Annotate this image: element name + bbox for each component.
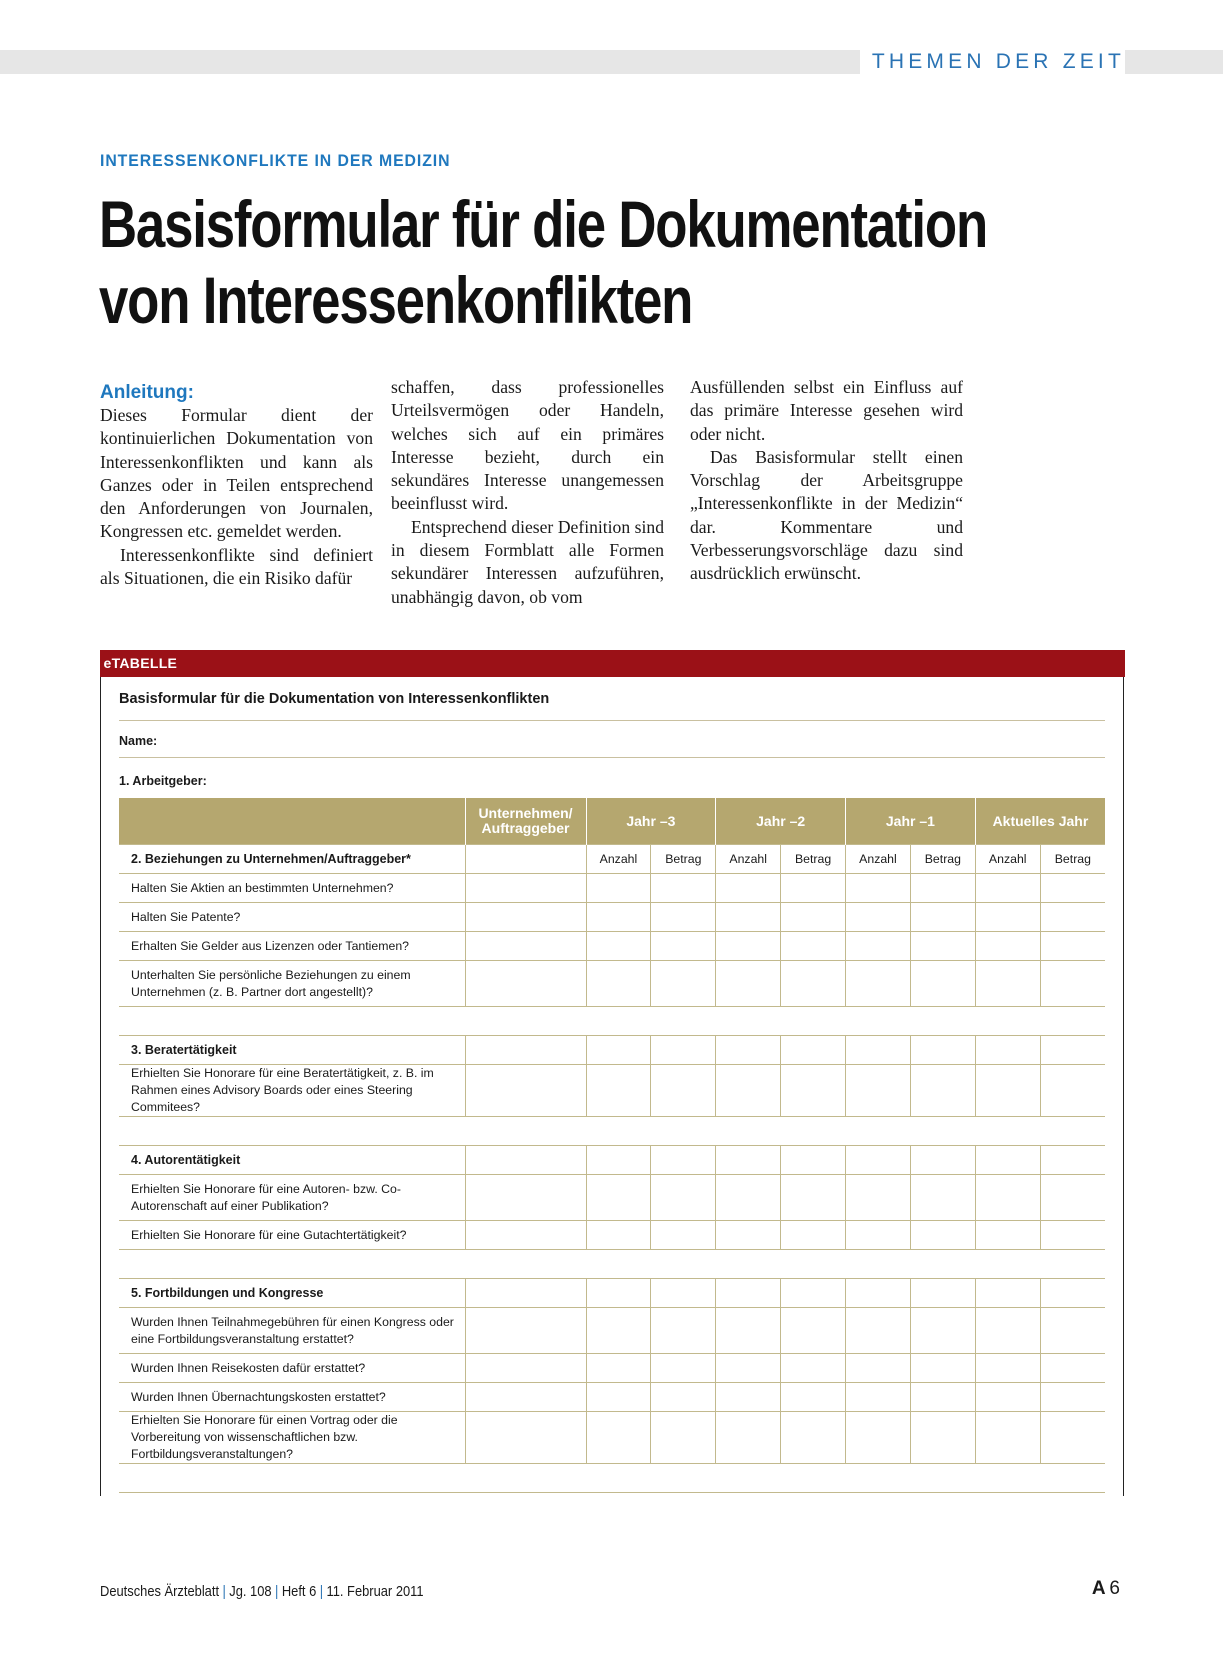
input-cell[interactable] xyxy=(465,1279,586,1308)
table-row xyxy=(119,1412,1105,1464)
disclosure-grid xyxy=(119,798,1105,1493)
input-cell[interactable] xyxy=(910,1146,975,1175)
question-text: Erhielten Sie Honorare für einen Vortrag oder die Vorbereitung von wissenschaftlichen bzw. Fortbildungsveranstaltungen? xyxy=(119,1412,465,1464)
volume: Jg. 108 xyxy=(229,1583,272,1600)
section-title: 5. Fortbildungen und Kongresse xyxy=(119,1279,465,1308)
input-cell[interactable] xyxy=(910,1354,975,1383)
table-row xyxy=(119,845,1105,874)
page-number xyxy=(1092,1578,1120,1600)
input-cell[interactable] xyxy=(910,1383,975,1412)
input-cell[interactable] xyxy=(716,1065,781,1117)
input-cell[interactable] xyxy=(1040,1146,1105,1175)
intro-column-1 xyxy=(100,383,373,590)
input-cell[interactable] xyxy=(781,1065,846,1117)
intro-paragraph: schaffen, dass professionelles Urteilsvermögen oder Handeln, welches sich auf ein primäres Interesse bezieht, durch ein sekundäres Interesse unangemessen beeinflusst wird. xyxy=(391,377,664,514)
input-cell[interactable] xyxy=(910,1065,975,1117)
input-cell[interactable] xyxy=(651,1221,716,1250)
input-cell[interactable] xyxy=(781,1175,846,1221)
input-cell[interactable] xyxy=(846,1175,911,1221)
input-cell[interactable] xyxy=(465,1221,586,1250)
input-cell[interactable] xyxy=(651,1383,716,1412)
input-cell[interactable] xyxy=(1040,932,1105,961)
input-cell[interactable] xyxy=(781,874,846,903)
input-cell[interactable] xyxy=(1040,1354,1105,1383)
input-cell[interactable] xyxy=(586,1175,651,1221)
page-number-value: 6 xyxy=(1109,1578,1120,1599)
input-cell[interactable] xyxy=(586,1065,651,1117)
header-year: Jahr –3 xyxy=(586,798,716,845)
intro-paragraph: Ausfüllenden selbst ein Einfluss auf das primäre Interesse gesehen wird oder nicht. xyxy=(690,377,963,444)
table-row xyxy=(119,1279,1105,1308)
input-cell[interactable] xyxy=(975,1146,1040,1175)
input-cell[interactable] xyxy=(975,932,1040,961)
header-year: Jahr –2 xyxy=(716,798,846,845)
section-label: THEMEN DER ZEIT xyxy=(860,49,1125,75)
name-label: Name: xyxy=(119,734,158,748)
input-cell[interactable] xyxy=(586,1221,651,1250)
question-text: Wurden Ihnen Teilnahmegebühren für einen Kongress oder eine Fortbildungsveranstaltung erstattet? xyxy=(119,1308,465,1354)
spacer-cell xyxy=(119,1464,1105,1493)
input-cell[interactable] xyxy=(846,1036,911,1065)
intro-column-3 xyxy=(690,376,963,586)
input-cell[interactable] xyxy=(586,961,651,1007)
input-cell[interactable] xyxy=(781,961,846,1007)
header-company: Unternehmen/ Auftraggeber xyxy=(465,798,586,845)
input-cell[interactable] xyxy=(716,903,781,932)
input-cell[interactable] xyxy=(846,1279,911,1308)
input-cell[interactable] xyxy=(651,1036,716,1065)
input-cell[interactable] xyxy=(586,1383,651,1412)
spacer-cell xyxy=(119,1007,1105,1036)
intro-paragraph: Entsprechend dieser Definition sind in diesem Formblatt alle Formen sekundärer Interessen aufzuführen, unabhängig davon, ob vom xyxy=(391,516,664,607)
input-cell[interactable] xyxy=(975,1175,1040,1221)
input-cell[interactable] xyxy=(910,874,975,903)
input-cell[interactable] xyxy=(586,1146,651,1175)
input-cell[interactable] xyxy=(716,1221,781,1250)
input-cell[interactable] xyxy=(1040,961,1105,1007)
input-cell[interactable] xyxy=(651,1308,716,1354)
table-header-row xyxy=(119,798,1105,845)
input-cell[interactable] xyxy=(781,1146,846,1175)
input-cell[interactable] xyxy=(716,1279,781,1308)
question-text: Halten Sie Patente? xyxy=(119,903,465,932)
intro-heading: Anleitung: xyxy=(100,382,194,403)
question-text: Erhielten Sie Honorare für eine Autoren- bzw. Co-Autorenschaft auf einer Publikation? xyxy=(119,1175,465,1221)
separator: | xyxy=(275,1583,279,1600)
input-cell[interactable] xyxy=(781,1221,846,1250)
header-blank xyxy=(119,798,465,845)
input-cell[interactable] xyxy=(465,1146,586,1175)
intro-paragraph: Dieses Formular dient der kontinuierlichen Dokumentation von Interessenkonflikten und kann als Ganzes oder in Teilen entsprechend den Anforderungen von Journalen, Kongressen etc. gemeldet werden. xyxy=(100,405,373,542)
table-spacer xyxy=(119,1117,1105,1146)
journal-name: Deutsches Ärzteblatt xyxy=(100,1583,220,1600)
input-cell[interactable] xyxy=(975,903,1040,932)
table-row xyxy=(119,1221,1105,1250)
separator: | xyxy=(319,1583,324,1600)
input-cell[interactable] xyxy=(975,961,1040,1007)
input-cell[interactable] xyxy=(1040,1065,1105,1117)
input-cell[interactable] xyxy=(651,1146,716,1175)
input-cell[interactable] xyxy=(651,874,716,903)
issue-date: 11. Februar 2011 xyxy=(326,1583,424,1600)
intro-paragraph: Das Basisformular stellt einen Vorschlag der Arbeitsgruppe „Interessenkonflikte in der Medizin“ dar. Kommentare und Verbesserungsvorschläge dazu sind ausdrücklich erwünscht. xyxy=(690,446,963,584)
footer-citation xyxy=(100,1583,424,1600)
input-cell[interactable] xyxy=(910,903,975,932)
input-cell[interactable] xyxy=(586,1308,651,1354)
page-prefix: A xyxy=(1091,1578,1106,1599)
input-cell[interactable] xyxy=(651,1175,716,1221)
input-cell[interactable] xyxy=(716,1175,781,1221)
subheader-amount: Betrag xyxy=(781,845,846,874)
title-line-2: von Interessenkonflikten xyxy=(99,263,693,337)
input-cell[interactable] xyxy=(975,1354,1040,1383)
input-cell[interactable] xyxy=(651,1354,716,1383)
spacer-cell xyxy=(119,1250,1105,1279)
input-cell[interactable] xyxy=(846,1383,911,1412)
input-cell[interactable] xyxy=(975,1308,1040,1354)
input-cell[interactable] xyxy=(781,1036,846,1065)
question-text: Halten Sie Aktien an bestimmten Unternehmen? xyxy=(119,874,465,903)
input-cell[interactable] xyxy=(910,1221,975,1250)
article-kicker: INTERESSENKONFLIKTE IN DER MEDIZIN xyxy=(100,151,451,170)
subheader-amount: Betrag xyxy=(1040,845,1105,874)
input-cell[interactable] xyxy=(465,903,586,932)
input-cell[interactable] xyxy=(1040,1175,1105,1221)
input-cell[interactable] xyxy=(781,1279,846,1308)
intro-paragraph: Interessenkonflikte sind definiert als Situationen, die ein Risiko dafür xyxy=(100,544,373,589)
spacer-cell xyxy=(119,1117,1105,1146)
table-row xyxy=(119,1354,1105,1383)
form-title: Basisformular für die Dokumentation von Interessenkonflikten xyxy=(119,688,1105,721)
input-cell[interactable] xyxy=(781,1354,846,1383)
input-cell[interactable] xyxy=(465,1308,586,1354)
table-row xyxy=(119,1383,1105,1412)
input-cell[interactable] xyxy=(586,1354,651,1383)
input-cell[interactable] xyxy=(846,1412,911,1464)
subheader-amount: Betrag xyxy=(910,845,975,874)
input-cell[interactable] xyxy=(781,1412,846,1464)
input-cell[interactable] xyxy=(781,1308,846,1354)
input-cell[interactable] xyxy=(465,1412,586,1464)
input-cell[interactable] xyxy=(910,961,975,1007)
input-cell[interactable] xyxy=(465,1036,586,1065)
input-cell[interactable] xyxy=(1040,1036,1105,1065)
subheader-count: Anzahl xyxy=(975,845,1040,874)
input-cell[interactable] xyxy=(716,1146,781,1175)
input-cell[interactable] xyxy=(975,1221,1040,1250)
title-line-1: Basisformular für die Dokumentation xyxy=(99,187,988,261)
input-cell[interactable] xyxy=(910,932,975,961)
input-cell[interactable] xyxy=(1040,1221,1105,1250)
input-cell[interactable] xyxy=(910,1279,975,1308)
input-cell[interactable] xyxy=(1040,1279,1105,1308)
table-row xyxy=(119,961,1105,1007)
input-cell[interactable] xyxy=(716,932,781,961)
input-cell[interactable] xyxy=(716,1308,781,1354)
separator: | xyxy=(222,1583,226,1600)
section-title: 2. Beziehungen zu Unternehmen/Auftraggeber* xyxy=(119,845,465,874)
intro-column-2 xyxy=(391,376,664,609)
table-spacer xyxy=(119,1007,1105,1036)
input-cell[interactable] xyxy=(846,1065,911,1117)
question-text: Wurden Ihnen Reisekosten dafür erstattet? xyxy=(119,1354,465,1383)
input-cell[interactable] xyxy=(975,1279,1040,1308)
input-cell[interactable] xyxy=(975,874,1040,903)
table-row xyxy=(119,1065,1105,1117)
input-cell[interactable] xyxy=(716,1412,781,1464)
name-row xyxy=(119,721,1105,758)
subheader-count: Anzahl xyxy=(586,845,651,874)
input-cell[interactable] xyxy=(465,932,586,961)
input-cell[interactable] xyxy=(1040,1308,1105,1354)
input-cell[interactable] xyxy=(586,932,651,961)
employer-label: 1. Arbeitgeber: xyxy=(119,774,207,788)
table-row xyxy=(119,1175,1105,1221)
header-year: Jahr –1 xyxy=(846,798,976,845)
input-cell[interactable] xyxy=(465,1065,586,1117)
input-cell[interactable] xyxy=(1040,1412,1105,1464)
table-spacer xyxy=(119,1464,1105,1493)
table-row xyxy=(119,1146,1105,1175)
input-cell[interactable] xyxy=(846,1221,911,1250)
section-title: 3. Beratertätigkeit xyxy=(119,1036,465,1065)
input-cell[interactable] xyxy=(465,845,586,874)
etable-header: eTABELLE xyxy=(100,650,1125,677)
issue: Heft 6 xyxy=(281,1583,317,1600)
input-cell[interactable] xyxy=(465,1354,586,1383)
table-row xyxy=(119,1036,1105,1065)
input-cell[interactable] xyxy=(846,932,911,961)
table-spacer xyxy=(119,1250,1105,1279)
input-cell[interactable] xyxy=(846,961,911,1007)
input-cell[interactable] xyxy=(465,1175,586,1221)
input-cell[interactable] xyxy=(586,1036,651,1065)
input-cell[interactable] xyxy=(651,1412,716,1464)
input-cell[interactable] xyxy=(651,1065,716,1117)
input-cell[interactable] xyxy=(846,903,911,932)
input-cell[interactable] xyxy=(586,903,651,932)
input-cell[interactable] xyxy=(910,1412,975,1464)
input-cell[interactable] xyxy=(586,1279,651,1308)
input-cell[interactable] xyxy=(586,874,651,903)
input-cell[interactable] xyxy=(1040,874,1105,903)
subheader-count: Anzahl xyxy=(846,845,911,874)
table-row xyxy=(119,932,1105,961)
input-cell[interactable] xyxy=(846,1308,911,1354)
input-cell[interactable] xyxy=(846,874,911,903)
input-cell[interactable] xyxy=(716,961,781,1007)
section-title: 4. Autorentätigkeit xyxy=(119,1146,465,1175)
input-cell[interactable] xyxy=(781,932,846,961)
input-cell[interactable] xyxy=(651,961,716,1007)
input-cell[interactable] xyxy=(716,874,781,903)
input-cell[interactable] xyxy=(465,961,586,1007)
input-cell[interactable] xyxy=(586,1412,651,1464)
input-cell[interactable] xyxy=(716,1036,781,1065)
question-text: Wurden Ihnen Übernachtungskosten erstattet? xyxy=(119,1383,465,1412)
input-cell[interactable] xyxy=(975,1412,1040,1464)
input-cell[interactable] xyxy=(975,1036,1040,1065)
question-text: Erhalten Sie Gelder aus Lizenzen oder Tantiemen? xyxy=(119,932,465,961)
input-cell[interactable] xyxy=(465,1383,586,1412)
input-cell[interactable] xyxy=(975,1065,1040,1117)
input-cell[interactable] xyxy=(781,903,846,932)
input-cell[interactable] xyxy=(910,1175,975,1221)
table-row xyxy=(119,903,1105,932)
subheader-amount: Betrag xyxy=(651,845,716,874)
input-cell[interactable] xyxy=(651,932,716,961)
input-cell[interactable] xyxy=(910,1036,975,1065)
input-cell[interactable] xyxy=(716,1383,781,1412)
input-cell[interactable] xyxy=(1040,1383,1105,1412)
etable-box xyxy=(100,650,1124,1496)
article-title xyxy=(99,186,988,338)
header-year: Aktuelles Jahr xyxy=(975,798,1105,845)
input-cell[interactable] xyxy=(910,1308,975,1354)
subheader-count: Anzahl xyxy=(716,845,781,874)
input-cell[interactable] xyxy=(846,1354,911,1383)
input-cell[interactable] xyxy=(1040,903,1105,932)
input-cell[interactable] xyxy=(781,1383,846,1412)
question-text: Unterhalten Sie persönliche Beziehungen zu einem Unternehmen (z. B. Partner dort angestellt)? xyxy=(119,961,465,1007)
question-text: Erhielten Sie Honorare für eine Beratertätigkeit, z. B. im Rahmen eines Advisory Boards oder eines Steering Commitees? xyxy=(119,1065,465,1117)
table-row xyxy=(119,874,1105,903)
input-cell[interactable] xyxy=(846,1146,911,1175)
input-cell[interactable] xyxy=(651,1279,716,1308)
table-row xyxy=(119,1308,1105,1354)
input-cell[interactable] xyxy=(651,903,716,932)
input-cell[interactable] xyxy=(975,1383,1040,1412)
disclosure-table xyxy=(119,798,1105,1493)
input-cell[interactable] xyxy=(465,874,586,903)
input-cell[interactable] xyxy=(716,1354,781,1383)
question-text: Erhielten Sie Honorare für eine Gutachtertätigkeit? xyxy=(119,1221,465,1250)
